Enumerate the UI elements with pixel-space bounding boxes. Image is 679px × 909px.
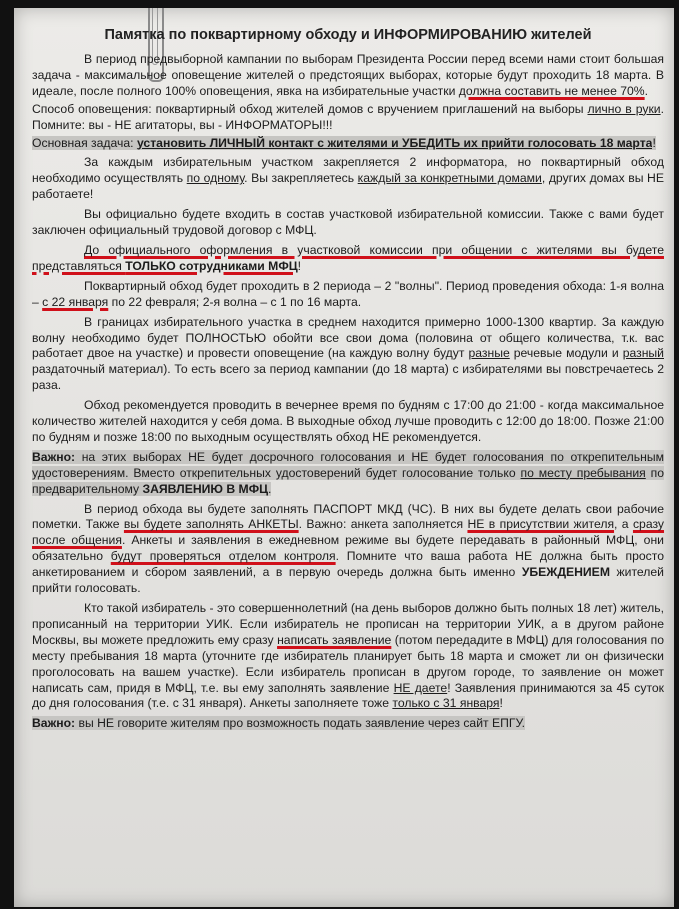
document-sheet xyxy=(14,8,674,907)
paragraph-2: Способ оповещения: поквартирный обход жителей домов с вручением приглашений на выборы лично в руки. Помните: вы - НЕ агитаторы, вы - ИНФОРМАТОРЫ!!! xyxy=(32,101,664,132)
memo-body xyxy=(32,26,664,734)
memo-title: Памятка по поквартирному обходу и ИНФОРМИРОВАНИЮ жителей xyxy=(104,27,592,43)
paragraph-3: Основная задача: установить ЛИЧНЫЙ контакт с жителями и УБЕДИТЬ их прийти голосовать 18 марта! xyxy=(32,135,656,150)
paragraph-7: Поквартирный обход будет проходить в 2 периода – 2 "волны". Период проведения обхода: 1-я волна – с 22 января по 22 февраля; 2-я волна – с 1 по 16 марта. xyxy=(32,278,664,309)
paragraph-10: Важно: на этих выборах НЕ будет досрочного голосования и НЕ будет голосования по открепительным удостоверениям. Вместо открепительных удостоверений будет голосование только по месту пребывания по предварительному ЗАЯВЛЕНИЮ В МФЦ. xyxy=(32,449,665,496)
paragraph-12: Кто такой избиратель - это совершеннолетний (на день выборов должно быть полных 18 лет) житель, прописанный на территории УИК. Если избиратель не прописан на территории УИК, а в другом районе Москвы, вы можете предложить ему сразу написать заявление (потом передадите в МФЦ) для голосования по месту пребывания 18 марта (уточните где избиратель планирует быть 18 марта и сможет ли он физически проголосовать на вашем участке). Если избиратель прописан в другом городе, то заявление он может написать сам, придя в МФЦ, т.е. вы ему заполнять заявление НЕ даете! Заявления принимаются за 45 суток до дня голосования (т.е. с 31 января). Анкеты заполняете тоже только с 31 января! xyxy=(32,601,664,711)
paragraph-13: Важно: вы НЕ говорите жителям про возможность подать заявление через сайт ЕПГУ. xyxy=(32,716,525,731)
paragraph-8: В границах избирательного участка в среднем находится примерно 1000-1300 квартир. За каждую волну необходимо будет ПОЛНОСТЬЮ обойти все свои дома (половина от общего количества, т.к. вас работает двое на участке) и провести оповещение (на каждую волну будут разные речевые модули и разный раздаточный материал). То есть всего за период кампании (до 18 марта) с избирателями вы повстречаетесь 2 раза. xyxy=(32,314,664,393)
paragraph-5: Вы официально будете входить в состав участковой избирательной комиссии. Также с вами будет заключен официальный трудовой договор с МФЦ. xyxy=(32,207,664,238)
paragraph-9: Обход рекомендуется проводить в вечернее время по будням с 17:00 до 21:00 - когда максимальное количество жителей находится у себя дома. В выходные обход лучше проводить с 12:00 до 18:00. Позже 21:00 по будням и позже 18:00 по выходным осуществлять обход НЕ рекомендуется. xyxy=(32,398,664,444)
paragraph-1: В период предвыборной кампании по выборам Президента России перед всеми нами стоит большая задача - максимальное оповещение жителей о предстоящих выборах, которые будут проходить 18 марта. В идеале, после полного 100% оповещения, явка на избирательные участки должна составить не менее 70%. xyxy=(32,52,664,98)
paragraph-11: В период обхода вы будете заполнять ПАСПОРТ МКД (ЧС). В них вы будете делать свои рабочие пометки. Также вы будете заполнять АНКЕТЫ. Важно: анкета заполняется НЕ в присутствии жителя, а сразу после общения. Анкеты и заявления в ежедневном режиме вы будете передавать в районный МФЦ, они обязательно будут проверяться отделом контроля. Помните что ваша работа НЕ должна быть просто анкетированием и сбором заявлений, а в первую очередь должна быть именно УБЕЖДЕНИЕМ жителей прийти голосовать. xyxy=(32,501,665,596)
paragraph-6: До официального оформления в участковой комиссии при общении с жителями вы будете представляться ТОЛЬКО сотрудниками МФЦ! xyxy=(32,242,664,273)
paragraph-4: За каждым избирательным участком закрепляется 2 информатора, но поквартирный обход необходимо осуществлять по одному. Вы закрепляетесь каждый за конкретными домами, других домах вы НЕ работаете! xyxy=(32,155,664,202)
